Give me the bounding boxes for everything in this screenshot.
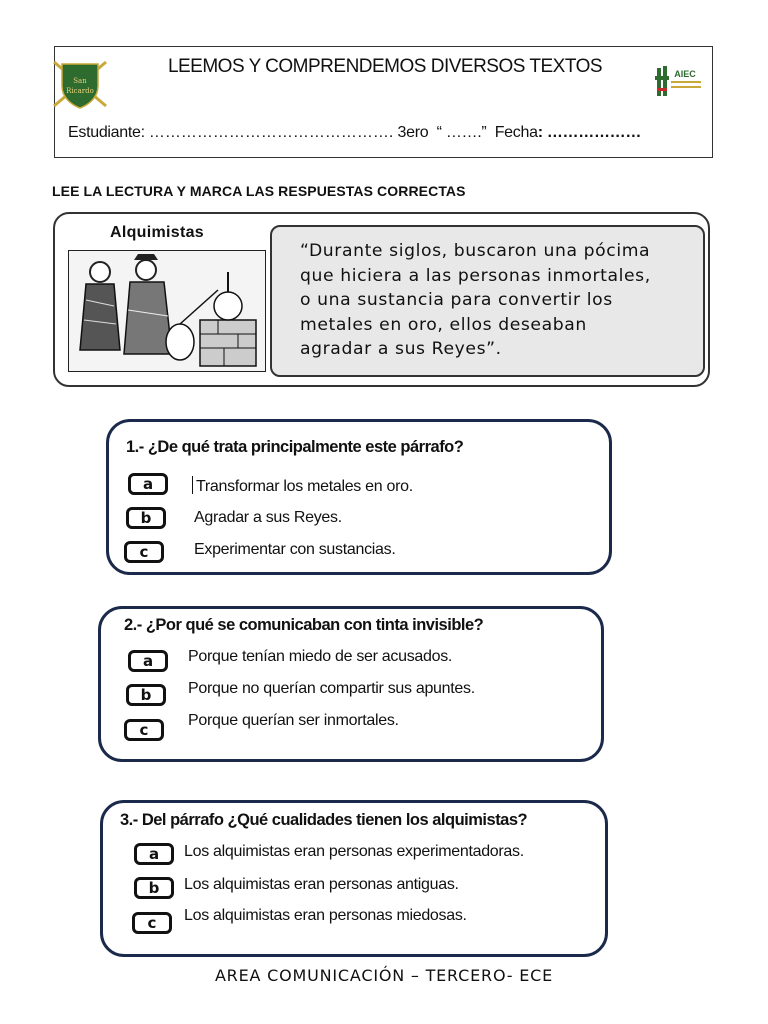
svg-text:San: San xyxy=(73,77,87,85)
reading-quote xyxy=(300,239,672,362)
question-3-option-b-text: Los alquimistas eran personas antiguas. xyxy=(184,876,459,893)
question-1-option-a-button[interactable]: a xyxy=(128,473,168,495)
svg-text:Ricardo: Ricardo xyxy=(66,87,94,95)
quote-line: que hiciera a las personas inmortales, xyxy=(300,265,651,286)
school-crest-logo xyxy=(50,58,110,110)
alchemists-illustration xyxy=(68,250,266,372)
question-2-option-b-text: Porque no querían compartir sus apuntes. xyxy=(188,680,475,697)
aiec-logo xyxy=(655,64,703,100)
option-label: Transformar los metales en oro. xyxy=(196,478,413,495)
question-2-option-b-button[interactable]: b xyxy=(126,684,166,706)
question-3-option-c-text: Los alquimistas eran personas miedosas. xyxy=(184,907,467,924)
svg-text:AIEC: AIEC xyxy=(674,69,696,79)
document-title: LEEMOS Y COMPRENDEMOS DIVERSOS TEXTOS xyxy=(167,56,603,77)
question-1-title: 1.- ¿De qué trata principalmente este párrafo? xyxy=(126,438,464,456)
question-3-option-a-button[interactable]: a xyxy=(134,843,174,865)
question-3-option-c-button[interactable]: c xyxy=(132,912,172,934)
question-1-option-b-text: Agradar a sus Reyes. xyxy=(194,509,342,526)
quote-line: metales en oro, ellos deseaban xyxy=(300,314,587,335)
footer-text: AREA COMUNICACIÓN – TERCERO- ECE xyxy=(214,966,554,985)
illustration-title: Alquimistas xyxy=(110,224,204,241)
student-info-line xyxy=(68,124,708,142)
grade-label: 3ero xyxy=(397,124,429,141)
date-blank[interactable]: : ……………… xyxy=(537,124,642,141)
question-1-option-a-text xyxy=(192,476,413,496)
question-3-option-a-text: Los alquimistas eran personas experimentadoras. xyxy=(184,843,524,860)
quote-line: “Durante siglos, buscaron una pócima xyxy=(300,241,651,261)
quote-line: agradar a sus Reyes”. xyxy=(300,339,502,359)
student-name-blank[interactable]: ………………………………………. xyxy=(148,124,394,141)
question-1-option-c-text: Experimentar con sustancias. xyxy=(194,541,396,558)
question-3-title: 3.- Del párrafo ¿Qué cualidades tienen los alquimistas? xyxy=(120,811,528,829)
question-1-option-c-button[interactable]: c xyxy=(124,541,164,563)
section-blank[interactable]: “ …….” xyxy=(436,124,487,141)
quote-line: o una sustancia para convertir los xyxy=(300,290,613,310)
student-label: Estudiante: xyxy=(68,124,145,141)
instruction-text: LEE LA LECTURA Y MARCA LAS RESPUESTAS CORRECTAS xyxy=(52,183,466,199)
date-label: Fecha xyxy=(494,124,538,141)
question-2-title: 2.- ¿Por qué se comunicaban con tinta invisible? xyxy=(124,616,484,634)
question-1-option-b-button[interactable]: b xyxy=(126,507,166,529)
question-2-option-a-text: Porque tenían miedo de ser acusados. xyxy=(188,648,453,665)
question-3-option-b-button[interactable]: b xyxy=(134,877,174,899)
question-2-option-c-text: Porque querían ser inmortales. xyxy=(188,712,399,729)
question-2-option-a-button[interactable]: a xyxy=(128,650,168,672)
text-cursor xyxy=(192,476,193,494)
question-2-option-c-button[interactable]: c xyxy=(124,719,164,741)
